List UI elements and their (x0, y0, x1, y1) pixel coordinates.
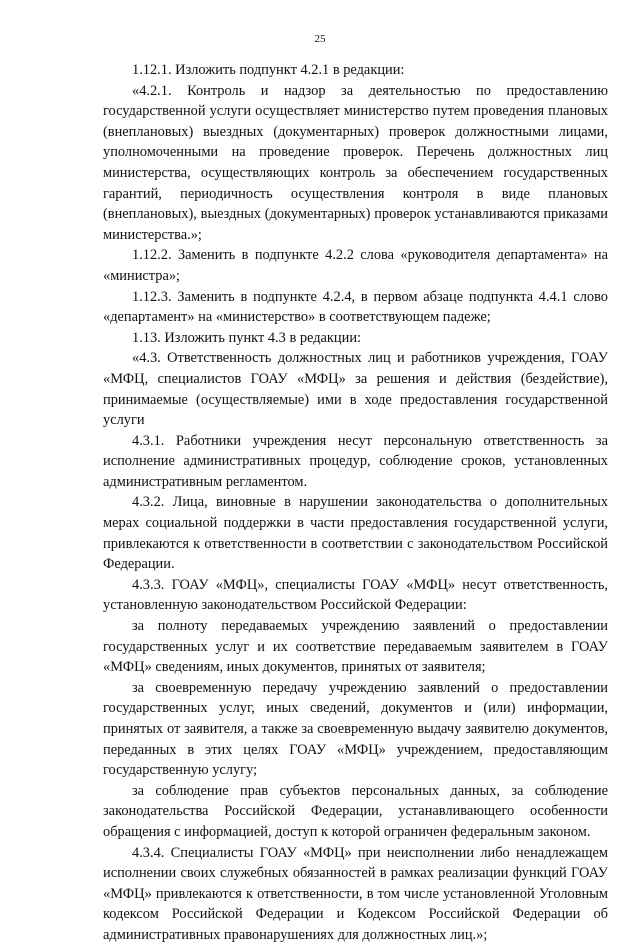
paragraph-4-3: «4.3. Ответственность должностных лиц и работников учреждения, ГОАУ «МФЦ, специалистов ГОАУ «МФЦ» за решения и действия (бездействие), принимаемые (осуществляемые) ими в ходе предоставления государственной услуги (103, 350, 608, 429)
paragraph-4-3-3-item-3: за соблюдение прав субъектов персональных данных, за соблюдение законодательства Российской Федерации, устанавливающего особенности обращения с информацией, доступ к которой ограничен федеральным законом. (103, 782, 608, 840)
paragraph-4-3-3: 4.3.3. ГОАУ «МФЦ», специалисты ГОАУ «МФЦ» несут ответственность, установленную законодательством Российской Федерации: (103, 576, 608, 614)
paragraph-4-3-3-item-1: за полноту передаваемых учреждению заявлений о предоставлении государственных услуг и их соответствие передаваемым заявителем в ГОАУ «МФЦ» сведениям, иных документов, принятых от заявителя; (103, 618, 608, 676)
paragraph-1-13: 1.13. Изложить пункт 4.3 в редакции: (132, 329, 362, 346)
page-number: 25 (314, 33, 326, 45)
paragraph-4-3-1: 4.3.1. Работники учреждения несут персональную ответственность за исполнение административных процедур, соблюдение сроков, установленных административным регламентом. (103, 432, 608, 490)
paragraph-4-3-2: 4.3.2. Лица, виновные в нарушении законодательства о дополнительных мерах социальной поддержки в части предоставления государственной услуги, привлекаются к ответственности в соответствии с законодательством Российской Федерации. (103, 494, 608, 573)
paragraph-4-2-1: «4.2.1. Контроль и надзор за деятельностью по предоставлению государственной услуги осуществляет министерство путем проведения плановых (внеплановых) выездных (документарных) проверок должностными лицами, уполномоченными на проведение проверок. Перечень должностных лиц министерства, осуществляющих контроль за обеспечением государственных гарантий, периодичность осуществления контроля в виде плановых (внеплановых), выездных (документарных) проверок устанавливаются приказами министерства.»; (103, 82, 608, 243)
paragraph-1-12-3: 1.12.3. Заменить в подпункте 4.2.4, в первом абзаце подпункта 4.4.1 слово «департамент» на «министерство» в соответствующем падеже; (103, 288, 608, 326)
paragraph-1-12-1: 1.12.1. Изложить подпункт 4.2.1 в редакции: (132, 62, 405, 78)
paragraph-4-3-3-item-2: за своевременную передачу учреждению заявлений о предоставлении государственных услуг, иных сведений, документов и (или) информации, принятых от заявителя, а также за своевременную выдачу заявителю документов, переданных в этих целях ГОАУ «МФЦ» учреждением, предоставляющим государственную услугу; (103, 679, 608, 779)
paragraph-4-3-4: 4.3.4. Специалисты ГОАУ «МФЦ» при неисполнении либо ненадлежащем исполнении своих служебных обязанностей в рамках реализации функций ГОАУ «МФЦ» привлекаются к ответственности, в том числе установленной Уголовным кодексом Российской Федерации и Кодексом Российской Федерации об административных правонарушениях для должностных лиц.»; (103, 844, 608, 943)
document-body (103, 60, 608, 946)
paragraph-1-12-2: 1.12.2. Заменить в подпункте 4.2.2 слова «руководителя департамента» на «министра»; (103, 247, 608, 284)
